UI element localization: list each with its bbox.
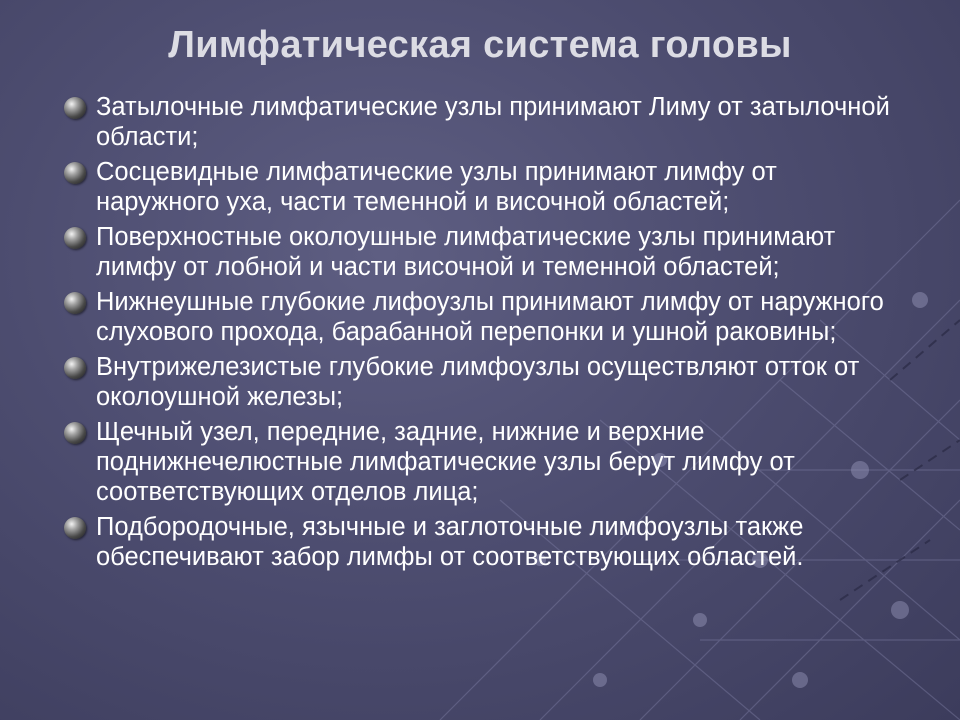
list-item (64, 222, 894, 282)
gray-sphere-bullet-icon (64, 162, 86, 184)
bullet-text: Сосцевидные лимфатические узлы принимают лимфу от наружного уха, части теменной и височной областей; (96, 158, 777, 216)
list-item (64, 352, 894, 412)
list-item (64, 417, 894, 507)
bullet-text: Щечный узел, передние, задние, нижние и верхние поднижнечелюстные лимфатические узлы берут лимфу от соответствующих отделов лица; (96, 418, 795, 506)
bullet-text: Подбородочные, язычные и заглоточные лимфоузлы также обеспечивают забор лимфы от соответствующих областей. (96, 513, 804, 571)
list-item (64, 92, 894, 152)
gray-sphere-bullet-icon (64, 357, 86, 379)
gray-sphere-bullet-icon (64, 422, 86, 444)
list-item (64, 512, 894, 572)
bullet-text: Внутрижелезистые глубокие лимфоузлы осуществляют отток от околоушной железы; (96, 353, 860, 411)
gray-sphere-bullet-icon (64, 517, 86, 539)
slide-title: Лимфатическая система головы (168, 24, 792, 66)
gray-sphere-bullet-icon (64, 227, 86, 249)
gray-sphere-bullet-icon (64, 292, 86, 314)
list-item (64, 157, 894, 217)
gray-sphere-bullet-icon (64, 97, 86, 119)
bullet-text: Затылочные лимфатические узлы принимают Лиму от затылочной области; (96, 93, 890, 151)
bullet-text: Нижнеушные глубокие лифоузлы принимают лимфу от наружного слухового прохода, барабанной перепонки и ушной раковины; (96, 288, 884, 346)
bullet-list (64, 92, 894, 577)
bullet-text: Поверхностные околоушные лимфатические узлы принимают лимфу от лобной и части височной и теменной областей; (96, 223, 836, 281)
list-item (64, 287, 894, 347)
